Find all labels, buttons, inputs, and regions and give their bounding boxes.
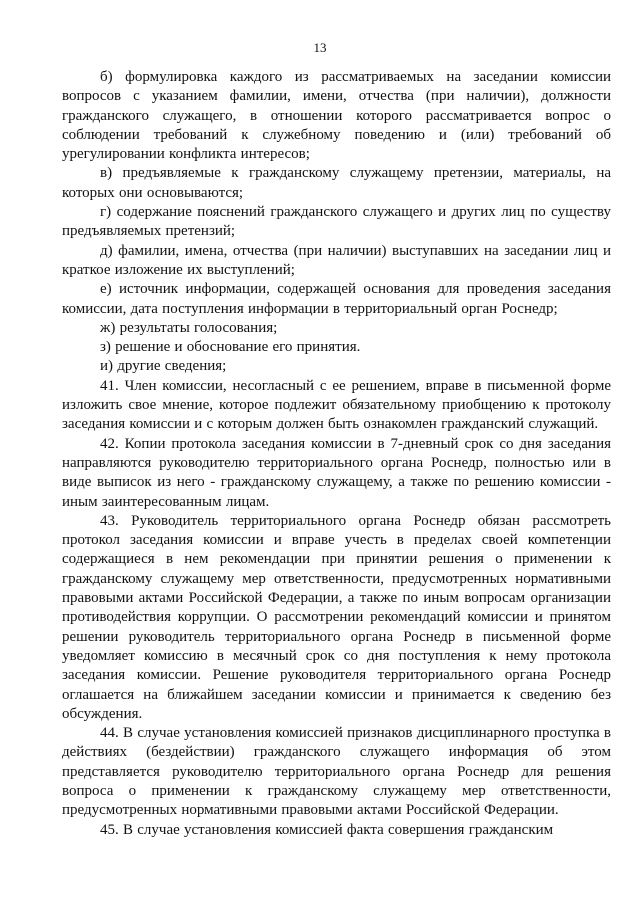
paragraph-b: б) формулировка каждого из рассматриваемых на заседании комиссии вопросов с указанием фамилии, имени, отчества (при наличии), должности гражданского служащего, в отношении которого рассматривается вопрос о соблюдении требований к служебному поведению и (или) требований об урегулировании конфликта интересов;: [62, 69, 611, 163]
paragraph-42: 42. Копии протокола заседания комиссии в 7-дневный срок со дня заседания направляются руководителю территориального органа Роснедр, полностью или в виде выписок из него - гражданскому служащему, а также по решению комиссии - иным заинтересованным лицам.: [62, 435, 611, 510]
paragraph-44: 44. В случае установления комиссией признаков дисциплинарного проступка в действиях (бездействии) гражданского служащего информация об этом представляется руководителю территориального органа Роснедр для решения вопроса о применении к гражданскому служащему мер ответственности, предусмотренных нормативными правовыми актами Российской Федерации.: [62, 725, 611, 819]
document-body: [62, 68, 611, 840]
paragraph-g: г) содержание пояснений гражданского служащего и других лиц по существу предъявляемых претензий;: [62, 204, 611, 240]
paragraph-e: е) источник информации, содержащей основания для проведения заседания комиссии, дата поступления информации в территориальный орган Роснедр;: [62, 281, 611, 317]
paragraph-z: з) решение и обоснование его принятия.: [100, 339, 361, 356]
paragraph-i: и) другие сведения;: [100, 358, 227, 375]
paragraph-v: в) предъявляемые к гражданскому служащему претензии, материалы, на которых они основываются;: [62, 165, 611, 201]
paragraph-zh: ж) результаты голосования;: [100, 319, 278, 336]
paragraph-43: 43. Руководитель территориального органа Роснедр обязан рассмотреть протокол заседания комиссии и вправе учесть в пределах своей компетенции содержащиеся в нем рекомендации при принятии решения о применении к гражданскому служащему мер ответственности, предусмотренных нормативными правовыми актами Российской Федерации, а также по иным вопросам организации противодействия коррупции. О рассмотрении рекомендаций комиссии и принятом решении руководитель территориального органа Роснедр в письменной форме уведомляет комиссию в месячный срок со дня поступления к нему протокола заседания комиссии. Решение руководителя территориального органа Роснедр оглашается на ближайшем заседании комиссии и принимается к сведению без обсуждения.: [62, 512, 611, 722]
paragraph-45: 45. В случае установления комиссией факта совершения гражданским: [100, 821, 554, 838]
page-number: 13: [313, 40, 327, 55]
paragraph-41: 41. Член комиссии, несогласный с ее решением, вправе в письменной форме изложить свое мнение, которое подлежит обязательному приобщению к протоколу заседания комиссии и с которым должен быть ознакомлен гражданский служащий.: [62, 377, 611, 433]
paragraph-d: д) фамилии, имена, отчества (при наличии) выступавших на заседании лиц и краткое изложение их выступлений;: [62, 242, 611, 278]
